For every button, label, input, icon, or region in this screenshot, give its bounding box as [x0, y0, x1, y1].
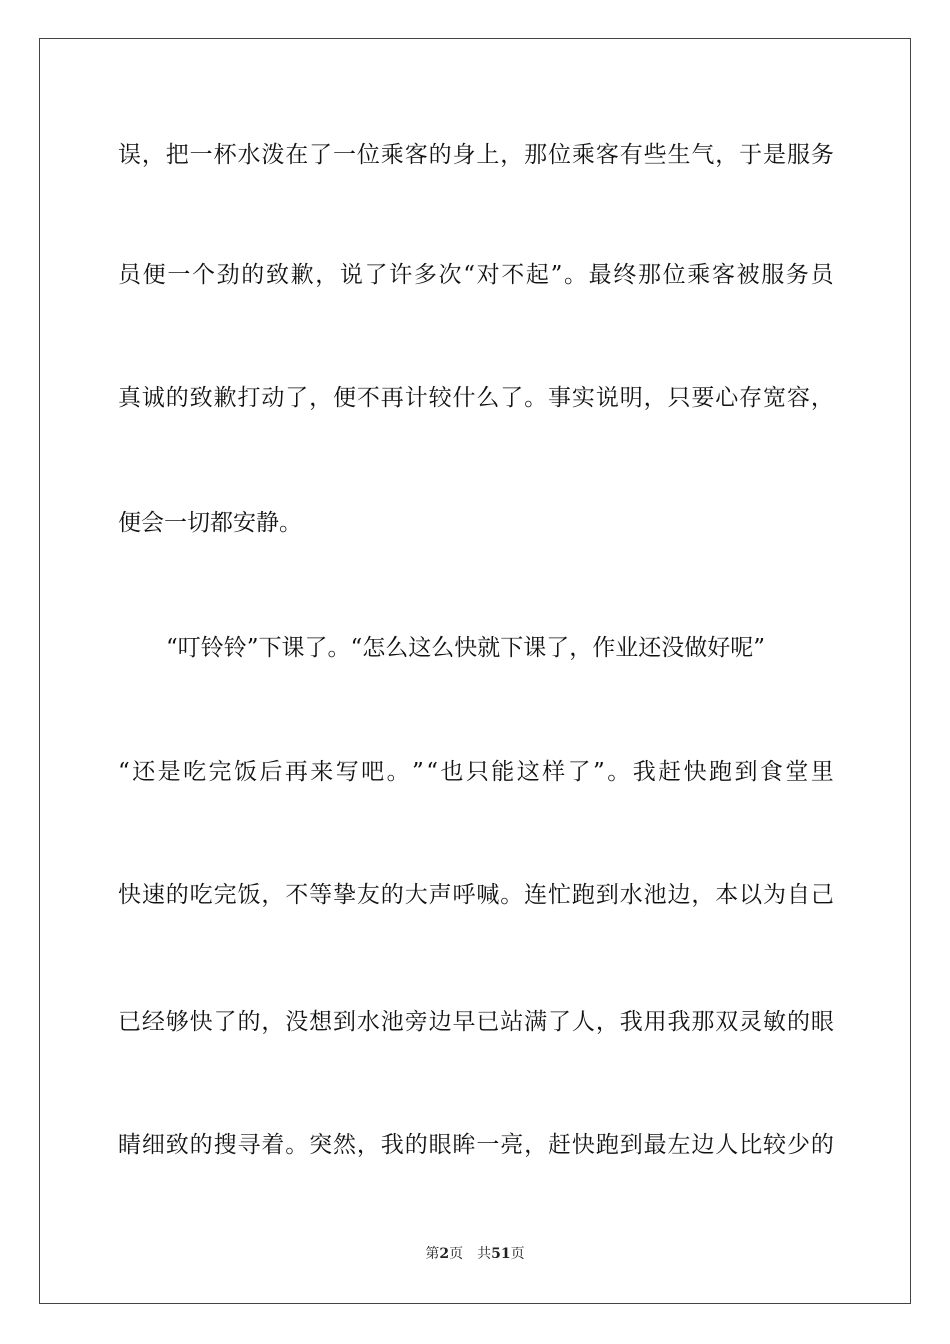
- total-suffix: 页: [510, 1246, 525, 1262]
- paragraph-2-line-3: 快 速 的 吃 完 饭 ， 不 等 挚 友 的 大 声 呼 喊 。 连 忙 跑 到 水 池 边 ， 本 以 为 自 己: [118, 882, 834, 908]
- total-pages: 51: [491, 1246, 511, 1262]
- page-suffix: 页: [449, 1246, 464, 1262]
- paragraph-2-line-4: 已 经 够 快 了 的 ， 没 想 到 水 池 旁 边 早 已 站 满 了 人 ， 我 用 我 那 双 灵 敏 的 眼: [118, 1009, 834, 1035]
- page-number: 2: [439, 1246, 450, 1262]
- paragraph-2-line-2: “ 还 是 吃 完 饭 后 再 来 写 吧 。 ” “ 也 只 能 这 样 了 ” 。 我 赶 快 跑 到 食 堂 里: [118, 759, 834, 785]
- paragraph-2-line-5: 睛 细 致 的 搜 寻 着 。 突 然 ， 我 的 眼 眸 一 亮 ， 赶 快 跑 到 最 左 边 人 比 较 少 的: [118, 1132, 834, 1158]
- total-prefix: 共: [477, 1246, 492, 1262]
- paragraph-2-line-1: “叮铃铃”下课了。“怎么这么快就下课了，作业还没做好呢”: [166, 635, 766, 661]
- paragraph-1-line-1: 误 ， 把 一 杯 水 泼 在 了 一 位 乘 客 的 身 上 ， 那 位 乘 客 有 些 生 气 ， 于 是 服 务: [118, 142, 834, 168]
- page-frame: [39, 38, 911, 1304]
- page-footer: [0, 1244, 950, 1264]
- paragraph-1-line-2: 员 便 一 个 劲 的 致 歉 ， 说 了 许 多 次 “ 对 不 起 ” 。 最 终 那 位 乘 客 被 服 务 员: [118, 262, 834, 288]
- paragraph-1-line-3: 真 诚 的 致 歉 打 动 了 ， 便 不 再 计 较 什 么 了 。 事 实 说 明 ， 只 要 心 存 宽 容 ，: [118, 385, 834, 411]
- page-prefix: 第: [425, 1246, 440, 1262]
- paragraph-1-line-4: 便会一切都安静。: [118, 510, 302, 536]
